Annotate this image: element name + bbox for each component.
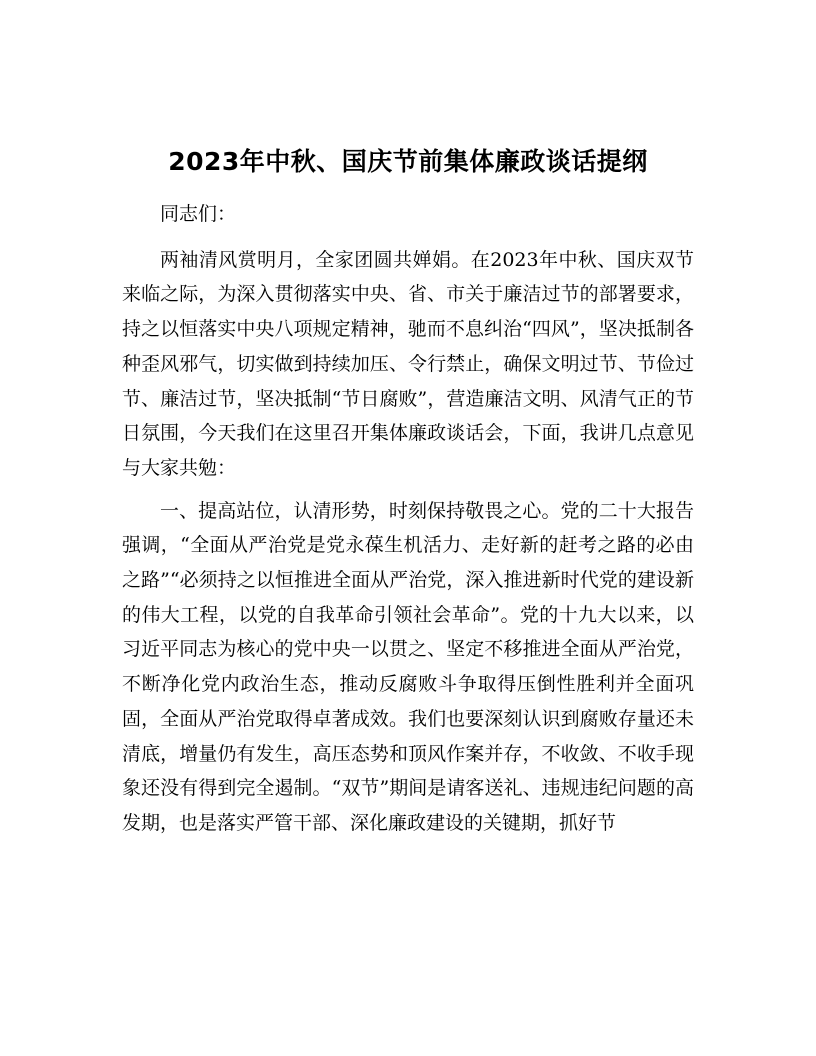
document-body (122, 197, 694, 841)
page-title: 2023年中秋、国庆节前集体廉政谈话提纲 (168, 147, 648, 176)
paragraph-section-one: 一、提高站位，认清形势，时刻保持敬畏之心。党的二十大报告强调，“全面从严治党是党永葆生机活力、走好新的赶考之路的必由之路”“必须持之以恒推进全面从严治党，深入推进新时代党的建设新的伟大工程，以党的自我革命引领社会革命”。党的十九大以来，以习近平同志为核心的党中央一以贯之、坚定不移推进全面从严治党，不断净化党内政治生态，推动反腐败斗争取得压倒性胜利并全面巩固，全面从严治党取得卓著成效。我们也要深刻认识到腐败存量还未清底，增量仍有发生，高压态势和顶风作案并存，不收敛、不收手现象还没有得到完全遏制。“双节”期间是请客送礼、违规违纪问题的高发期，也是落实严管干部、深化廉政建设的关键期，抓好节 (122, 499, 694, 834)
paragraph-gap (122, 486, 694, 494)
salutation: 同志们： (160, 203, 237, 225)
paragraph-opening: 两袖清风赏明月，全家团圆共婵娟。在2023年中秋、国庆双节来临之际，为深入贯彻落实中央、省、市关于廉洁过节的部署要求，持之以恒落实中央八项规定精神，驰而不息纠治“四风”，坚决抵制各种歪风邪气，切实做到持续加压、令行禁止，确保文明过节、节俭过节、廉洁过节，坚决抵制“节日腐败”，营造廉洁文明、风清气正的节日氛围，今天我们在这里召开集体廉政谈话会，下面，我讲几点意见与大家共勉： (122, 248, 694, 479)
